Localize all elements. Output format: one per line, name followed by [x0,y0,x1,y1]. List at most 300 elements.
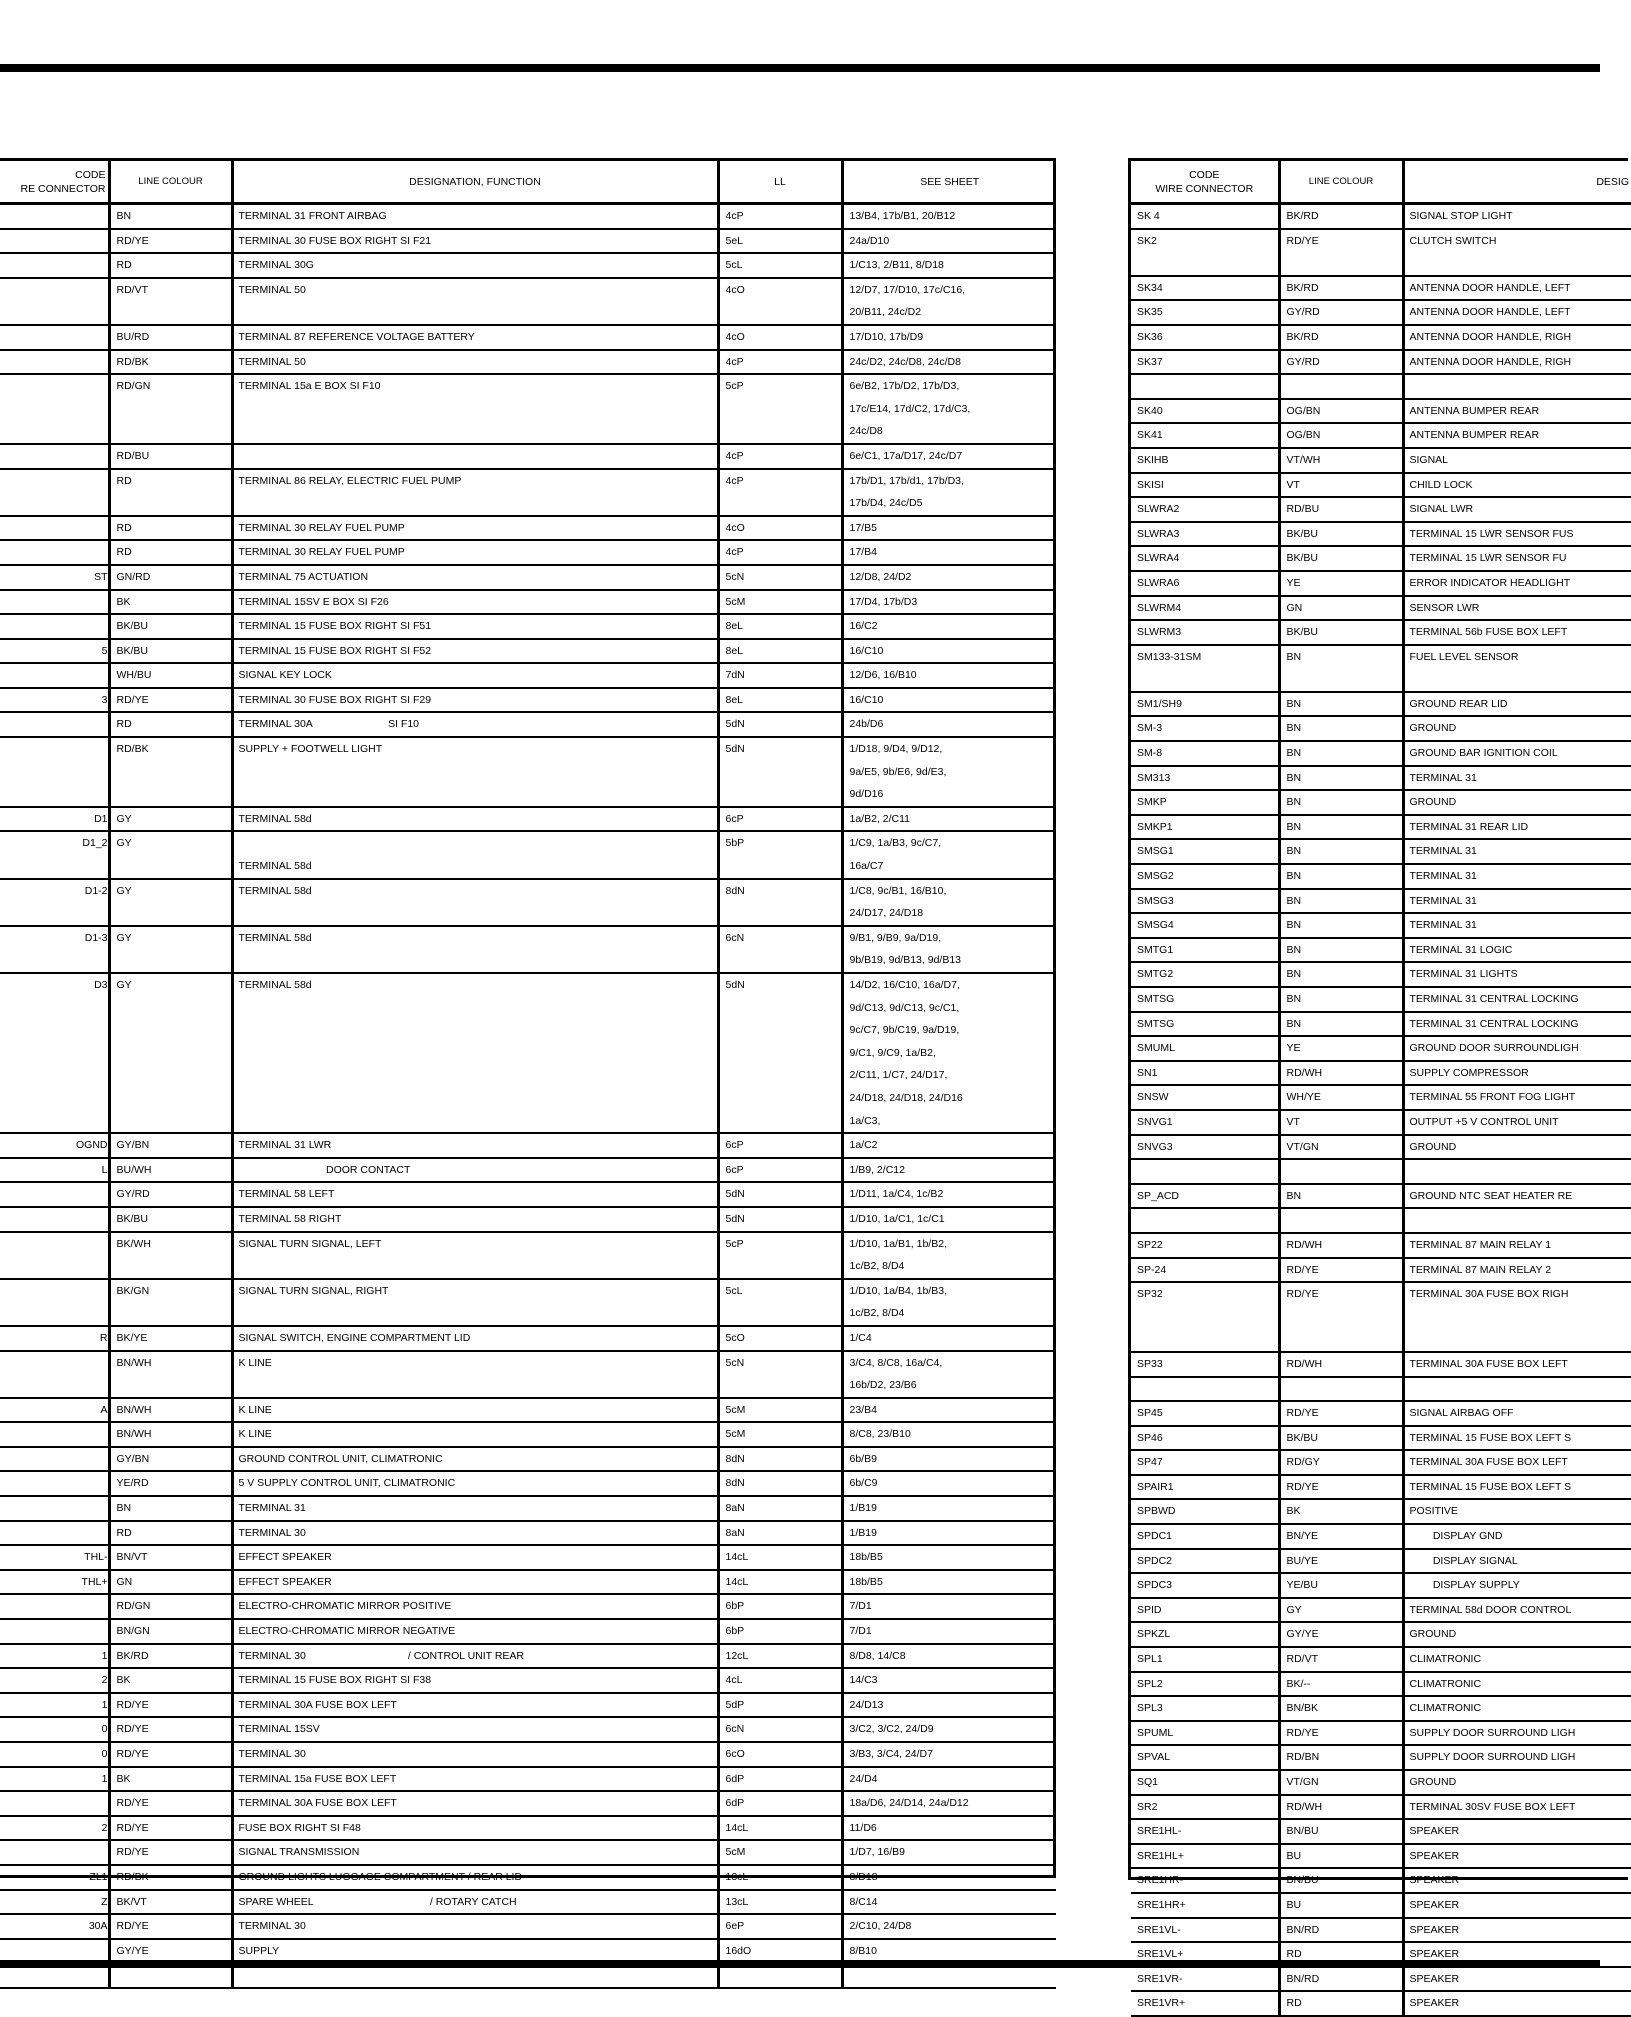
wire-code [0,1496,109,1521]
line-colour: VT [1279,473,1403,498]
line-colour: GY [109,807,232,832]
header-ll: LL [718,161,842,204]
designation: TERMINAL 58 LEFT [232,1182,718,1207]
designation [1403,546,1631,571]
cell-line: 24a/D10 [850,230,1057,253]
table-row [0,1133,1056,1158]
cell-line: 3/C4, 8/C8, 16a/C4, [850,1352,1057,1375]
table-row [1131,229,1631,276]
designation [1403,1208,1631,1233]
table-row [1131,325,1631,350]
designation [1403,1377,1631,1402]
wire-code: 3 [0,688,109,713]
designation [1403,1672,1631,1697]
designation [1403,497,1631,522]
table-row [1131,790,1631,815]
wire-code: ST [0,565,109,590]
wire-code: SRE1VR- [1131,1967,1279,1992]
table-row [1131,1036,1631,1061]
designation [1403,1991,1631,2016]
cell-line: FUEL LEVEL SENSOR [1410,646,1631,669]
cell-line [1410,252,1631,275]
table-row [1131,374,1631,399]
table-row [1131,1647,1631,1672]
line-colour: RD/YE [109,229,232,254]
cell-line: 16/C10 [850,689,1057,712]
see-sheet [842,1207,1056,1232]
wire-code: SPL2 [1131,1672,1279,1697]
wire-code: SPVAL [1131,1745,1279,1770]
line-colour: RD [109,469,232,516]
table-row [1131,423,1631,448]
wire-code: SPL1 [1131,1647,1279,1672]
cell-line: 9d/C13, 9d/C13, 9c/C1, [850,997,1057,1020]
table-row [0,590,1056,615]
cell-line: TERMINAL 30A FUSE BOX RIGH [1410,1283,1631,1306]
wire-code: SRE1VR+ [1131,1991,1279,2016]
wire-code: D1-3 [0,926,109,973]
see-sheet [842,614,1056,639]
cell-line: 12/D7, 17/D10, 17c/C16, [850,279,1057,302]
cell-line: GROUND DOOR SURROUNDLIGH [1410,1037,1631,1060]
ll-value: 5cL [718,253,842,278]
line-colour: GN [109,1570,232,1595]
cell-line: 23/B4 [850,1399,1057,1422]
wire-code: 2 [0,1816,109,1841]
designation [1403,1721,1631,1746]
ll-value: 4cP [718,204,842,229]
cell-line: GROUND [1410,717,1631,740]
cell-line: DISPLAY SUPPLY [1410,1574,1631,1597]
line-colour: BU/RD [109,325,232,350]
wire-code: SM1/SH9 [1131,692,1279,717]
designation: TERMINAL 31 LWR [232,1133,718,1158]
table-row [1131,620,1631,645]
table-row [1131,1352,1631,1377]
designation [1403,1795,1631,1820]
table-row [0,1158,1056,1183]
cell-line: ANTENNA DOOR HANDLE, RIGH [1410,351,1631,374]
designation [1403,1622,1631,1647]
designation [1403,839,1631,864]
wire-code: SMTG1 [1131,938,1279,963]
header-line-colour: LINE COLOUR [1279,161,1403,204]
line-colour: BN [1279,1012,1403,1037]
cell-line: 1/C4 [850,1327,1057,1350]
designation [1403,1696,1631,1721]
cell-line: 8/D18 [850,1866,1057,1889]
designation: TERMINAL 58d [232,926,718,973]
designation [1403,325,1631,350]
designation: SPARE WHEEL / ROTARY CATCH [232,1890,718,1915]
wire-code: SPUML [1131,1721,1279,1746]
line-colour: YE [1279,571,1403,596]
see-sheet [842,229,1056,254]
designation [1403,1401,1631,1426]
ll-value: 6eP [718,1914,842,1939]
ll-value: 6dP [718,1767,842,1792]
cell-line: 8/B10 [850,1940,1057,1963]
wire-code: SR2 [1131,1795,1279,1820]
line-colour: BN [1279,962,1403,987]
table-row [1131,1721,1631,1746]
line-colour: BN [1279,839,1403,864]
cell-line: CLIMATRONIC [1410,1648,1631,1671]
cell-line: 16/C2 [850,615,1057,638]
table-row [0,614,1056,639]
designation: TERMINAL 30G [232,253,718,278]
see-sheet [842,1742,1056,1767]
ll-value: 5cM [718,1840,842,1865]
line-colour: BN/BU [1279,1819,1403,1844]
ll-value: 5eL [718,229,842,254]
cell-line: ANTENNA DOOR HANDLE, LEFT [1410,277,1631,300]
wire-code: D1_2 [0,831,109,878]
header-see-sheet: SEE SHEET [842,161,1056,204]
see-sheet [842,1232,1056,1279]
table-row [1131,1672,1631,1697]
cell-line: TERMINAL 58d DOOR CONTROL [1410,1599,1631,1622]
table-row [0,350,1056,375]
cell-line: 1/C13, 2/B11, 8/D18 [850,254,1057,277]
table-row [1131,1426,1631,1451]
wire-code [0,1619,109,1644]
cell-line: 9a/E5, 9b/E6, 9d/E3, [850,761,1057,784]
table-row [1131,1208,1631,1233]
cell-line: SUPPLY DOOR SURROUND LIGH [1410,1722,1631,1745]
cell-line: GROUND BAR IGNITION COIL [1410,742,1631,765]
wire-code: SN1 [1131,1061,1279,1086]
cell-line: 8/C8, 23/B10 [850,1423,1057,1446]
wire-code [0,540,109,565]
line-colour: BK/RD [1279,204,1403,229]
wire-code: SMUML [1131,1036,1279,1061]
cell-line: 3/B3, 3/C4, 24/D7 [850,1743,1057,1766]
designation [1403,1012,1631,1037]
cell-line: GROUND [1410,1623,1631,1646]
line-colour: BN/WH [109,1398,232,1423]
wire-code [0,1279,109,1326]
cell-line: SIGNAL STOP LIGHT [1410,205,1631,228]
designation [1403,1450,1631,1475]
table-row [1131,1573,1631,1598]
line-colour: RD/YE [109,688,232,713]
line-colour: BK/-- [1279,1672,1403,1697]
cell-line: SPEAKER [1410,1992,1631,2015]
see-sheet [842,1158,1056,1183]
line-colour: RD/YE [109,1693,232,1718]
see-sheet [842,1521,1056,1546]
cell-line: TERMINAL 15 LWR SENSOR FU [1410,547,1631,570]
cell-line [1410,1378,1631,1401]
table-row [1131,839,1631,864]
cell-line: 13/B4, 17b/B1, 20/B12 [850,205,1057,228]
cell-line: SPEAKER [1410,1820,1631,1843]
line-colour: RD [109,540,232,565]
cell-line: 16b/D2, 23/B6 [850,1374,1057,1397]
wire-code: SP46 [1131,1426,1279,1451]
designation: TERMINAL 30 [232,1521,718,1546]
wire-code: SLWRA2 [1131,497,1279,522]
cell-line: 1/B19 [850,1522,1057,1545]
table-row [1131,645,1631,692]
header-designation: DESIGNATION, FUNCTION [232,161,718,204]
wire-code: SM313 [1131,766,1279,791]
line-colour [1279,1377,1403,1402]
wire-code [1131,1208,1279,1233]
line-colour: GY [1279,1598,1403,1623]
left-table-header [0,161,1056,204]
see-sheet [842,325,1056,350]
line-colour: YE/BU [1279,1573,1403,1598]
line-colour: BN [1279,766,1403,791]
line-colour: VT/GN [1279,1135,1403,1160]
wire-code: SP-24 [1131,1258,1279,1283]
see-sheet [842,374,1056,444]
table-row [1131,889,1631,914]
table-row [0,1471,1056,1496]
wire-code: SPAIR1 [1131,1475,1279,1500]
table-row [0,1742,1056,1767]
designation [1403,276,1631,301]
ll-value: 14cL [718,1570,842,1595]
cell-line: 1a/B2, 2/C11 [850,808,1057,831]
designation [1403,889,1631,914]
designation [1403,1036,1631,1061]
cell-line: 12/D6, 16/B10 [850,664,1057,687]
wire-code [0,1207,109,1232]
table-row [1131,1918,1631,1943]
cell-line: 17b/D4, 24c/D5 [850,492,1057,515]
right-wiring-table [1128,158,1628,1880]
see-sheet [842,1545,1056,1570]
see-sheet [842,712,1056,737]
wire-code: SK36 [1131,325,1279,350]
designation [1403,1233,1631,1258]
cell-line: TERMINAL 31 LIGHTS [1410,963,1631,986]
cell-line: 6e/C1, 17a/D17, 24c/D7 [850,445,1057,468]
designation: TERMINAL 15 FUSE BOX RIGHT SI F38 [232,1668,718,1693]
table-row [1131,1475,1631,1500]
cell-line: 18a/D6, 24/D14, 24a/D12 [850,1792,1057,1815]
table-row [0,278,1056,325]
designation [1403,1110,1631,1135]
see-sheet [842,350,1056,375]
table-row [0,663,1056,688]
wire-code [0,253,109,278]
cell-line: TERMINAL 31 REAR LID [1410,816,1631,839]
line-colour: GY/RD [1279,300,1403,325]
table-row [1131,571,1631,596]
wire-code [0,1521,109,1546]
ll-value: 4cL [718,1668,842,1693]
line-colour: RD/WH [1279,1795,1403,1820]
table-row [1131,716,1631,741]
designation [1403,716,1631,741]
wire-code [0,325,109,350]
line-colour: BN [1279,938,1403,963]
table-row [1131,1991,1631,2016]
table-row [1131,1159,1631,1184]
table-row [0,444,1056,469]
cell-line: 6b/C9 [850,1472,1057,1495]
ll-value: 16dO [718,1939,842,1964]
designation [1403,448,1631,473]
line-colour: BN [1279,913,1403,938]
wire-code: SK37 [1131,350,1279,375]
designation: TERMINAL 31 [232,1496,718,1521]
see-sheet [842,1279,1056,1326]
wire-code: SK40 [1131,399,1279,424]
wire-code [0,590,109,615]
cell-line: 8/C14 [850,1891,1057,1914]
ll-value: 8eL [718,688,842,713]
table-row [1131,1110,1631,1135]
cell-line: CLIMATRONIC [1410,1673,1631,1696]
table-row [0,253,1056,278]
designation: TERMINAL 30 FUSE BOX RIGHT SI F29 [232,688,718,713]
table-row [0,688,1056,713]
table-row [1131,1012,1631,1037]
line-colour: GY [109,973,232,1133]
wire-code: SLWRA3 [1131,522,1279,547]
ll-value: 5cM [718,1422,842,1447]
wire-code: SKIHB [1131,448,1279,473]
table-row [1131,1524,1631,1549]
wire-code: THL+ [0,1570,109,1595]
cell-line: 1/D10, 1a/B1, 1b/B2, [850,1233,1057,1256]
see-sheet [842,1471,1056,1496]
wire-code [0,1232,109,1279]
cell-line: OUTPUT +5 V CONTROL UNIT [1410,1111,1631,1134]
cell-line: 1a/C3, [850,1110,1057,1133]
designation [1403,766,1631,791]
wire-code: SP32 [1131,1282,1279,1352]
wire-code: SP47 [1131,1450,1279,1475]
table-row [0,1890,1056,1915]
wire-code [0,444,109,469]
designation [1403,522,1631,547]
wire-code: SLWRM4 [1131,596,1279,621]
ll-value: 12cL [718,1644,842,1669]
designation: EFFECT SPEAKER [232,1545,718,1570]
designation: TERMINAL 86 RELAY, ELECTRIC FUEL PUMP [232,469,718,516]
cell-line: SPEAKER [1410,1943,1631,1966]
line-colour: GY/RD [1279,350,1403,375]
see-sheet [842,1496,1056,1521]
wire-code: 2 [0,1668,109,1693]
wire-code: SP22 [1131,1233,1279,1258]
ll-value: 5cO [718,1326,842,1351]
line-colour: BK/BU [109,1207,232,1232]
cell-line: 18b/B5 [850,1546,1057,1569]
table-row [1131,864,1631,889]
table-row [1131,766,1631,791]
cell-line: 6e/B2, 17b/D2, 17b/D3, [850,375,1057,398]
cell-line: TERMINAL 15 LWR SENSOR FUS [1410,523,1631,546]
table-row [0,540,1056,565]
designation [1403,1967,1631,1992]
designation: TERMINAL 50 [232,278,718,325]
ll-value: 6bP [718,1619,842,1644]
ll-value: 8aN [718,1496,842,1521]
line-colour: RD/BN [1279,1745,1403,1770]
wire-code: SMTSG [1131,987,1279,1012]
top-rule [0,64,1600,72]
cell-line: GROUND [1410,791,1631,814]
cell-line: SENSOR LWR [1410,597,1631,620]
wire-code [0,1840,109,1865]
table-row [0,831,1056,878]
see-sheet [842,469,1056,516]
wire-code: SMSG3 [1131,889,1279,914]
line-colour: RD/YE [109,1717,232,1742]
designation [1403,1819,1631,1844]
wire-code: SK35 [1131,300,1279,325]
line-colour: BN [1279,1184,1403,1209]
see-sheet [842,1644,1056,1669]
line-colour: BK/BU [1279,620,1403,645]
line-colour: RD/BK [109,737,232,807]
see-sheet [842,1693,1056,1718]
wire-code: SK34 [1131,276,1279,301]
ll-value: 6cN [718,926,842,973]
cell-line: 14/C3 [850,1669,1057,1692]
wire-code: SRE1VL- [1131,1918,1279,1943]
wire-code: SKISI [1131,473,1279,498]
line-colour: GN [1279,596,1403,621]
designation: TERMINAL 31 FRONT AIRBAG [232,204,718,229]
cell-line: ANTENNA BUMPER REAR [1410,400,1631,423]
wire-code: 1 [0,1693,109,1718]
line-colour: BN [1279,692,1403,717]
wire-code: SLWRM3 [1131,620,1279,645]
ll-value: 13cL [718,1890,842,1915]
table-row [0,1422,1056,1447]
wire-code: SPDC1 [1131,1524,1279,1549]
designation: TERMINAL 15SV E BOX SI F26 [232,590,718,615]
table-row [0,926,1056,973]
line-colour: GY [109,831,232,878]
cell-line: TERMINAL 31 [1410,767,1631,790]
table-row [0,1182,1056,1207]
designation [1403,1475,1631,1500]
wire-code: SM-8 [1131,741,1279,766]
designation: SIGNAL SWITCH, ENGINE COMPARTMENT LID [232,1326,718,1351]
cell-line: 2/C10, 24/D8 [850,1915,1057,1938]
cell-line: ERROR INDICATOR HEADLIGHT [1410,572,1631,595]
ll-value: 5dN [718,973,842,1133]
wire-code [0,1182,109,1207]
ll-value: 8eL [718,639,842,664]
line-colour: BK/YE [109,1326,232,1351]
line-colour: RD/YE [1279,229,1403,276]
wire-code: D1 [0,807,109,832]
wire-code: SRE1HL- [1131,1819,1279,1844]
wire-code: SM-3 [1131,716,1279,741]
wire-code: OGND [0,1133,109,1158]
cell-line [1410,1160,1631,1183]
wire-code: Z [0,1890,109,1915]
cell-line: 11/D6 [850,1817,1057,1840]
wire-code: SNVG1 [1131,1110,1279,1135]
line-colour: BK [1279,1499,1403,1524]
table-row [0,204,1056,229]
designation [1403,962,1631,987]
table-row [0,1594,1056,1619]
cell-line: 1/B19 [850,1497,1057,1520]
designation [1403,1524,1631,1549]
